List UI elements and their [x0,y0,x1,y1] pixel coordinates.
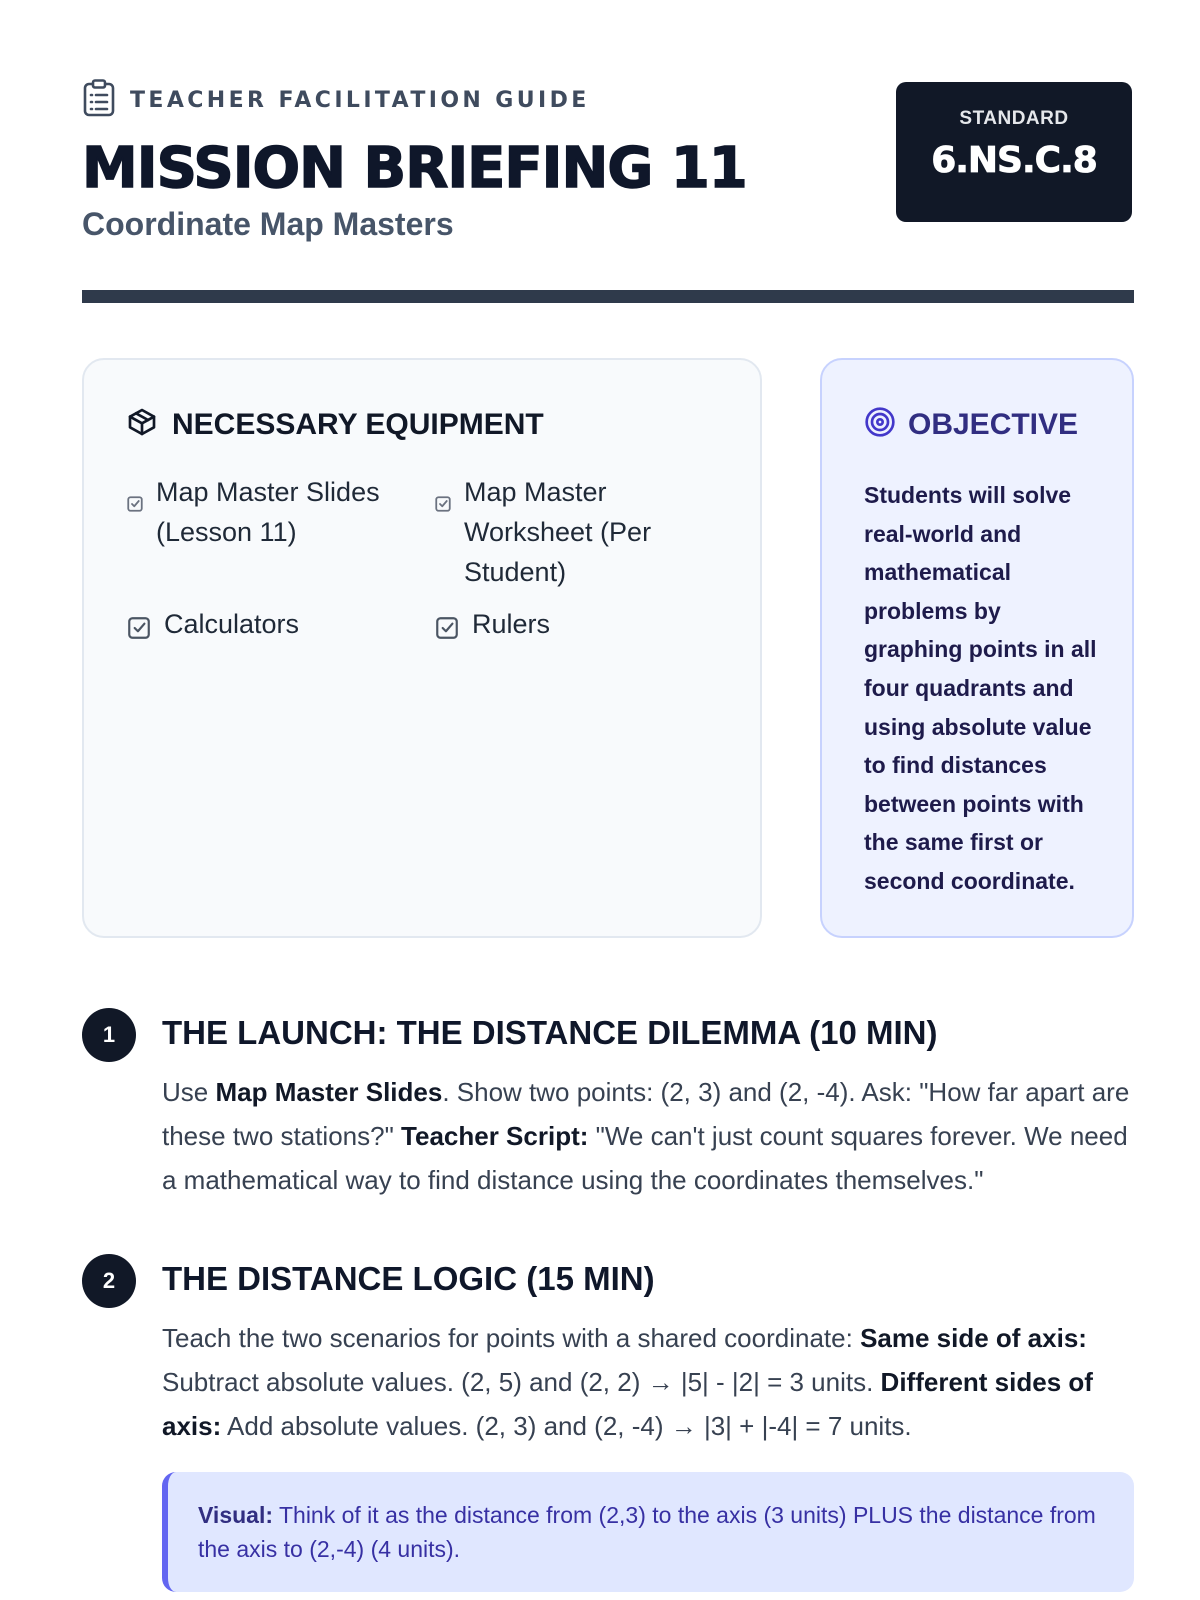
header-divider [82,290,1134,303]
equipment-item-label: Map Master [464,477,607,507]
objective-line: real-world and [864,520,1022,547]
equipment-heading [126,406,544,443]
equipment-item-label: Calculators [164,609,300,639]
equipment-item [126,472,380,552]
visual-callout [162,1472,1134,1592]
objective-line: between points with [864,790,1084,817]
objective-line: Students will solve [864,482,1072,508]
standard-badge [896,82,1132,222]
step-emphasis: Map Master Slides [215,1077,443,1107]
objective-text [864,476,1104,901]
step-number-badge: 2 [82,1254,136,1308]
equipment-item [434,472,651,592]
step-body [162,1316,1134,1448]
kicker-label: TEACHER FACILITATION GUIDE [130,87,590,113]
step-text: Use [162,1077,216,1107]
step-emphasis: Teacher Script: [401,1121,589,1151]
objective-line: problems by [864,597,1001,624]
step-number-badge: 1 [82,1008,136,1062]
visual-text: Think of it as the distance from (2,3) to the axis (3 units) PLUS the distance from the axis to (2,-4) (4 units). [198,1502,1096,1562]
objective-line: second coordinate. [864,867,1075,894]
visual-label: Visual: [198,1502,273,1528]
objective-line: mathematical [864,559,1012,586]
standard-label: STANDARD [959,108,1069,129]
objective-line: the same first or [864,829,1043,856]
target-icon [864,406,896,443]
checkbox-icon [434,484,452,524]
equipment-item-label: Rulers [472,609,551,639]
objective-line: using absolute value [864,713,1092,740]
page-title: MISSION BRIEFING 11 [82,136,747,201]
objective-line: graphing points in all [864,636,1097,663]
equipment-heading-text: NECESSARY EQUIPMENT [172,407,544,441]
step-text: "We can't just count squares forever. We need a mathematical way to find distance using the coordinates themselves." [162,1121,1128,1195]
step-emphasis: Same side of axis: [860,1323,1087,1353]
checkbox-icon [126,484,144,524]
objective-card [820,358,1134,938]
clipboard-list-icon [82,79,116,122]
step-2 [82,1254,1134,1600]
step-1 [82,1008,1134,1198]
equipment-item [126,604,299,652]
equipment-item-label: (Lesson 11) [156,517,297,547]
equipment-item-label: Map Master Slides [156,477,380,507]
step-text: . Show two points: (2, 3) and (2, -4). Ask: "How far apart are these two stations?" [162,1077,1130,1151]
objective-line: to find distances [864,752,1047,779]
step-text: Teach the two scenarios for points with a shared coordinate: [162,1323,861,1353]
step-text: Subtract absolute values. (2, 5) and (2, 2) → |5| - |2| = 3 units. [162,1367,881,1397]
checkbox-icon [126,612,152,652]
step-body [162,1070,1134,1202]
objective-line: four quadrants and [864,674,1074,701]
step-title: THE DISTANCE LOGIC (15 MIN) [162,1260,655,1297]
checkbox-icon [434,612,460,652]
step-emphasis: Different sides of axis: [162,1367,1093,1441]
package-icon [126,406,158,443]
step-title: THE LAUNCH: THE DISTANCE DILEMMA (10 MIN) [162,1014,938,1051]
page-subtitle: Coordinate Map Masters [82,206,454,242]
equipment-item-label: Worksheet (Per [464,517,652,547]
equipment-card [82,358,762,938]
objective-heading [864,406,1078,443]
equipment-item-label: Student) [464,557,567,587]
objective-heading-text: OBJECTIVE [908,407,1079,441]
standard-code: 6.NS.C.8 [931,140,1097,181]
step-text: Add absolute values. (2, 3) and (2, -4) → |3| + |-4| = 7 units. [221,1411,912,1441]
equipment-item [434,604,550,652]
